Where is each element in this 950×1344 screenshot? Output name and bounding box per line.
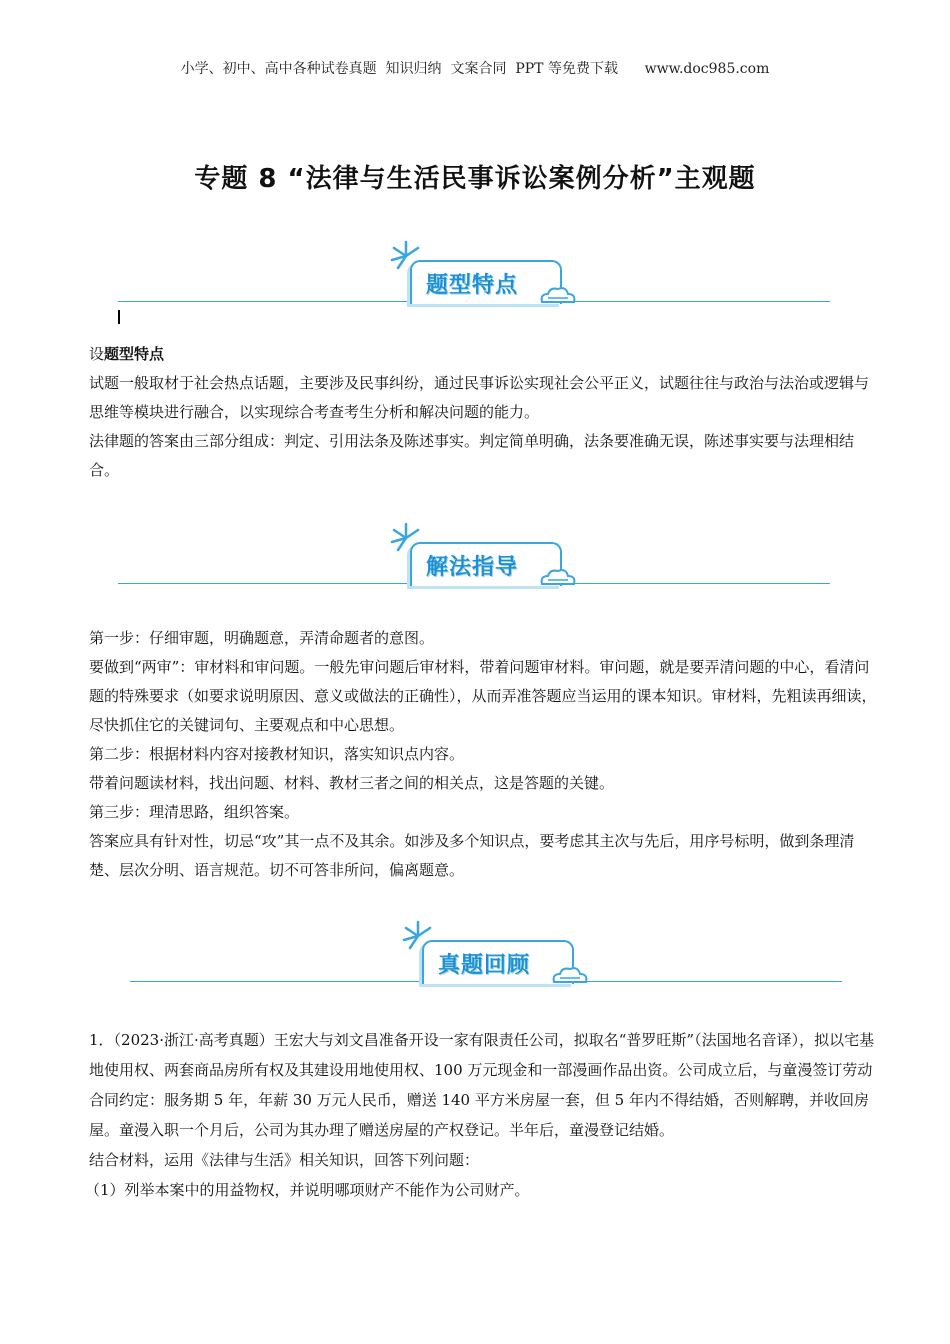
document-title: 专题 8 “法律与生活民事诉讼案例分析”主观题 [194, 164, 756, 194]
cloud-icon [538, 284, 578, 304]
paragraph: 法律题的答案由三部分组成：判定、引用法条及陈述事实。判定简单明确，法条要准确无误，陈述事实要与法理相结合。 [89, 432, 855, 479]
cloud-icon [538, 566, 578, 586]
heading-prefix: 设 [89, 345, 105, 363]
banner-title: 解法指导 [426, 555, 519, 580]
review-content [85, 1025, 879, 1205]
banner-title: 真题回顾 [438, 953, 531, 978]
features-heading [89, 340, 879, 369]
section-banner-features [118, 238, 830, 318]
features-content [89, 340, 879, 485]
section-banner-review [130, 918, 842, 998]
paragraph: 试题一般取材于社会热点话题，主要涉及民事纠纷，通过民事诉讼实现社会公平正义，试题往往与政治与法治或逻辑与思维等模块进行融合，以实现综合考查考生分析和解决问题的能力。 [89, 374, 870, 421]
question-text: 1．（2023·浙江·高考真题）王宏大与刘文昌准备开设一家有限责任公司，拟取名“普罗旺斯”（法国地名音译），拟以宅基地使用权、两套商品房所有权及其建设用地使用权、100 万元现金和一部漫画作品出资。公司成立后，与童漫签订劳动合同约定：服务期 5 年，年薪 30 万元人民币，赠送 140 平方米房屋一套，但 5 年内不得结婚，否则解聘，并收回房屋。童漫入职一个月后，公司为其办理了赠送房屋的产权登记。半年后，童漫登记结婚。 [89, 1031, 875, 1139]
paragraph: 第三步：理清思路，组织答案。 [89, 803, 300, 821]
paragraph: 要做到“两审”：审材料和审问题。一般先审问题后审材料，带着问题审材料。审问题，就是要弄清问题的中心，看清问题的特殊要求（如要求说明原因、意义或做法的正确性），从而弄准答题应当运用的课本知识。审材料，先粗读再细读，尽快抓住它的关键词句、主要观点和中心思想。 [89, 658, 877, 734]
cloud-icon [550, 964, 590, 984]
section-banner-method [118, 520, 830, 600]
banner-title: 题型特点 [426, 273, 519, 298]
paragraph: 带着问题读材料，找出问题、材料、教材三者之间的相关点，这是答题的关键。 [89, 774, 615, 792]
heading-bold: 题型特点 [104, 345, 165, 363]
method-content [89, 624, 879, 885]
paragraph: 答案应具有针对性，切忌“攻”其一点不及其余。如涉及多个知识点，要考虑其主次与先后，用序号标明，做到条理清楚、层次分明、语言规范。切不可答非所问，偏离题意。 [89, 832, 855, 879]
sub-question: （1）列举本案中的用益物权，并说明哪项财产不能作为公司财产。 [85, 1181, 530, 1199]
paragraph: 第一步：仔细审题，明确题意，弄清命题者的意图。 [89, 629, 435, 647]
question-prompt: 结合材料，运用《法律与生活》相关知识，回答下列问题： [89, 1151, 480, 1169]
text-cursor [118, 310, 120, 324]
header-banner-text: 小学、初中、高中各种试卷真题 知识归纳 文案合同 PPT 等免费下载 www.doc985.com [180, 61, 770, 77]
paragraph: 第二步：根据材料内容对接教材知识，落实知识点内容。 [89, 745, 465, 763]
